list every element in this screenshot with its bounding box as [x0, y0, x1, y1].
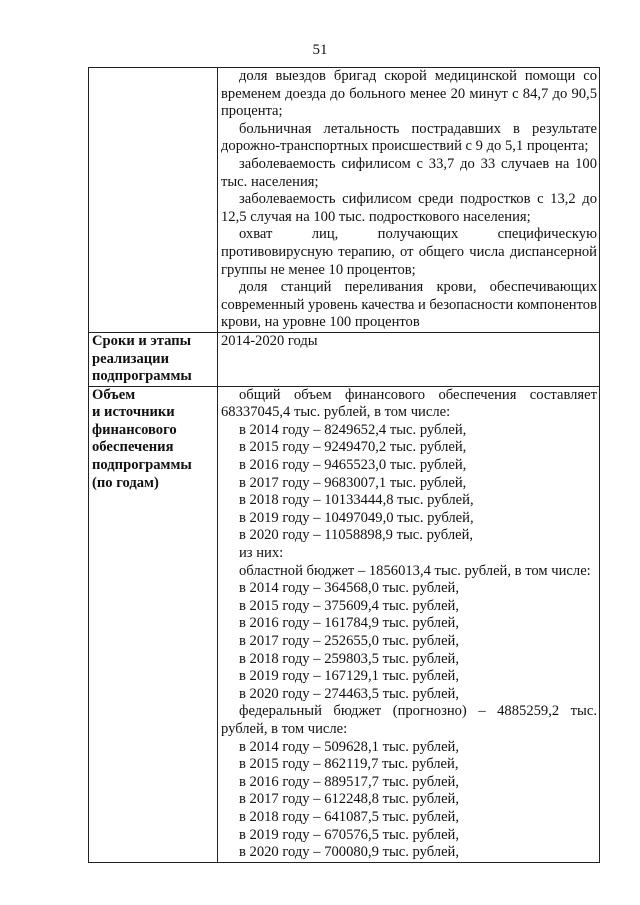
- table-row-indicators: [89, 68, 600, 333]
- indicator-paragraph: доля станций переливания крови, обеспечивающих современный уровень качества и безопасности компонентов крови, на уровне 100 процентов: [221, 279, 597, 331]
- label-line: (по годам): [92, 474, 159, 491]
- indicator-paragraph: доля выездов бригад скорой медицинской помощи со временем доезда до больного менее 20 минут с 84,7 до 90,5 процента;: [221, 68, 597, 120]
- funding-label: [89, 386, 218, 862]
- regional-budget-year: в 2017 году – 252655,0 тыс. рублей,: [239, 633, 460, 649]
- indicator-paragraph: заболеваемость сифилисом среди подростков с 13,2 до 12,5 случая на 100 тыс. подросткового населения;: [221, 191, 597, 225]
- federal-budget-intro: федеральный бюджет (прогнозно) – 4885259,2 тыс. рублей, в том числе:: [221, 703, 597, 737]
- label-line: обеспечения: [92, 439, 174, 456]
- funding-total-intro: общий объем финансового обеспечения составляет 68337045,4 тыс. рублей, в том числе:: [221, 386, 597, 421]
- funding-total-year: в 2014 году – 8249652,4 тыс. рублей,: [239, 421, 467, 438]
- label-line: Сроки и этапы: [92, 332, 192, 349]
- federal-budget-year: в 2020 году – 700080,9 тыс. рублей,: [239, 844, 460, 861]
- funding-value: [218, 386, 600, 862]
- regional-budget-year: в 2014 году – 364568,0 тыс. рублей,: [239, 580, 460, 597]
- funding-total-year: в 2020 году – 11058898,9 тыс. рублей,: [239, 527, 474, 544]
- federal-budget-year: в 2016 году – 889517,7 тыс. рублей,: [239, 773, 460, 790]
- timeline-label: [89, 332, 218, 386]
- funding-of-which: из них:: [239, 545, 284, 562]
- funding-total-year: в 2017 году – 9683007,1 тыс. рублей,: [239, 474, 467, 491]
- row-label-empty: [89, 68, 218, 333]
- indicator-paragraph: заболеваемость сифилисом с 33,7 до 33 случаев на 100 тыс. населения;: [221, 155, 597, 190]
- federal-budget-year: в 2014 году – 509628,1 тыс. рублей,: [239, 738, 460, 755]
- funding-total-year: в 2015 году – 9249470,2 тыс. рублей,: [239, 439, 467, 456]
- table-row-funding: [89, 386, 600, 862]
- regional-budget-year: в 2016 году – 161784,9 тыс. рублей,: [239, 615, 460, 632]
- federal-budget-year: в 2019 году – 670576,5 тыс. рублей,: [239, 826, 460, 843]
- indicators-cell: [218, 68, 600, 333]
- regional-budget-intro: областной бюджет – 1856013,4 тыс. рублей, в том числе:: [239, 562, 591, 579]
- federal-budget-year: в 2017 году – 612248,8 тыс. рублей,: [239, 791, 460, 808]
- federal-budget-year: в 2015 году – 862119,7 тыс. рублей,: [239, 756, 459, 773]
- indicator-paragraph: больничная летальность пострадавших в результате дорожно-транспортных происшествий с 9 до 5,1 процента;: [221, 120, 597, 155]
- regional-budget-year: в 2020 году – 274463,5 тыс. рублей,: [239, 685, 460, 702]
- label-line: Объем: [92, 386, 136, 403]
- timeline-years: 2014-2020 годы: [221, 332, 318, 349]
- timeline-value: [218, 332, 600, 386]
- label-line: реализации: [92, 350, 170, 367]
- table-row-timeline: [89, 332, 600, 386]
- funding-total-year: в 2018 году – 10133444,8 тыс. рублей,: [239, 492, 474, 509]
- regional-budget-year: в 2018 году – 259803,5 тыс. рублей,: [239, 650, 460, 667]
- regional-budget-year: в 2019 году – 167129,1 тыс. рублей,: [239, 668, 460, 685]
- label-line: подпрограммы: [92, 457, 192, 474]
- funding-total-year: в 2016 году – 9465523,0 тыс. рублей,: [239, 457, 467, 474]
- label-line: финансового: [92, 421, 177, 438]
- subprogram-passport-table: [88, 67, 600, 863]
- label-line: подпрограммы: [92, 368, 192, 385]
- federal-budget-year: в 2018 году – 641087,5 тыс. рублей,: [239, 808, 460, 825]
- page-number: 51: [312, 42, 328, 58]
- funding-total-year: в 2019 году – 10497049,0 тыс. рублей,: [239, 509, 474, 526]
- label-line: и источники: [92, 404, 175, 421]
- regional-budget-year: в 2015 году – 375609,4 тыс. рублей,: [239, 597, 460, 614]
- indicator-paragraph: охват лиц, получающих специфическую противовирусную терапию, от общего числа диспансерной группы не менее 10 процентов;: [221, 226, 597, 278]
